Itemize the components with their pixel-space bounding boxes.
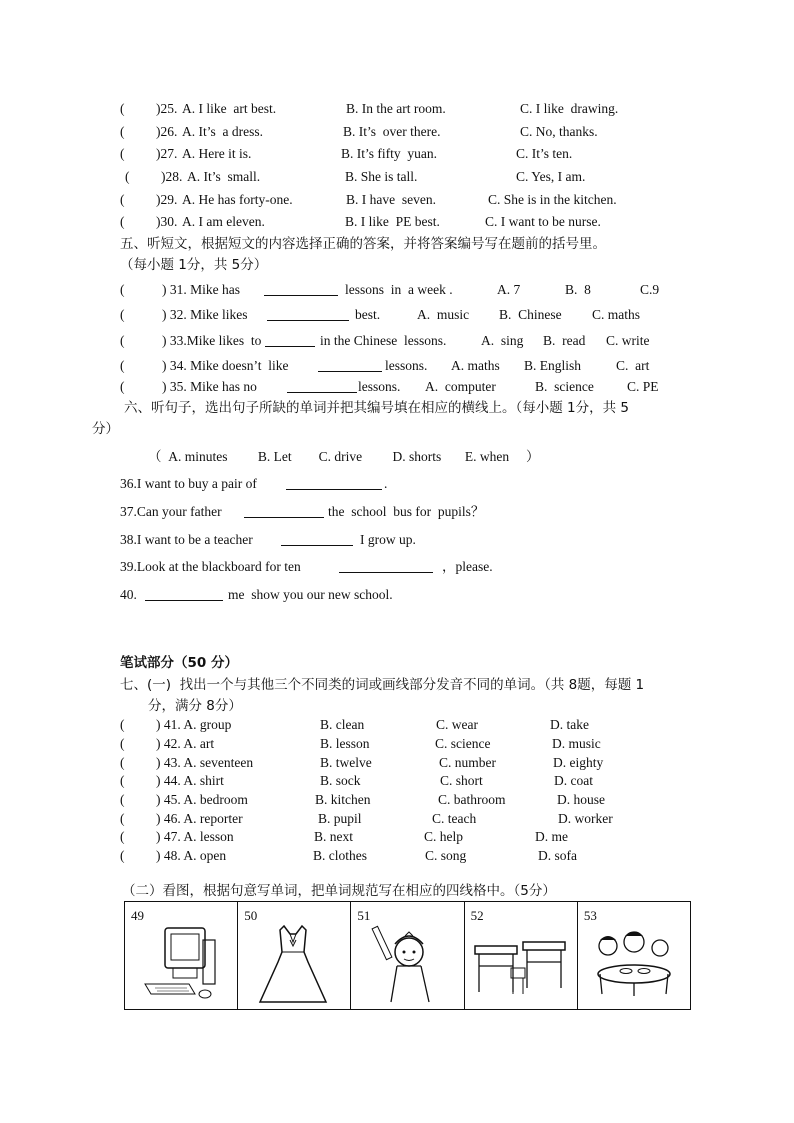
answer-bracket: ( [120,379,125,394]
option-b: B. I like PE best. [345,214,440,229]
option-d: D. take [550,717,589,732]
option-a: A. He has forty-one. [182,192,293,207]
section5-title: 五、听短文，根据短文的内容选择正确的答案，并将答案编号写在题前的括号里。 [120,236,606,252]
question-text: ) 34. Mike doesn’t like [162,358,289,373]
question-bracket: ( [120,124,125,139]
question-bracket: ( [120,101,125,116]
option-a: A. 7 [497,282,521,297]
sentence-end: ，please. [442,559,493,574]
answer-bracket: ( [120,792,125,807]
option-d: D. sofa [538,848,577,863]
section6-title: 六、听句子，选出句子所缺的单词并把其编号填在相应的横线上。（每小题 1分，共 5 [124,400,630,416]
option-b: B. lesson [320,736,370,751]
written-title: 笔试部分（50 分） [120,655,238,671]
option-b: B. next [314,829,353,844]
question-text: ) 33.Mike likes to [162,333,262,348]
option-c: C. PE [627,379,659,394]
option-a: ) 45. A. bedroom [156,792,248,807]
answer-bracket: ( [120,829,125,844]
option-b: B. English [524,358,582,373]
picture-cell-49 [125,902,238,1009]
sentence-start: 38.I want to be a teacher [120,532,253,547]
question-text-after: best. [355,307,381,322]
desks-icon [473,922,568,1007]
option-b: B. It’s over there. [343,124,441,139]
question-number: )25. [156,101,178,116]
picture-cell-53 [578,902,690,1009]
option-c: C. bathroom [438,792,506,807]
section7b-title: （二）看图，根据句意写单词，把单词规范写在相应的四线格中。（5分） [122,883,556,899]
option-c: C. short [440,773,483,788]
option-a: A. It’s a dress. [182,124,263,139]
picture-table [124,901,691,1010]
option-d: D. house [557,792,605,807]
picture-number: 52 [470,908,484,923]
answer-bracket: ( [120,773,125,788]
option-c: C. help [424,829,463,844]
option-d: D. eighty [553,755,604,770]
question-number: )26. [156,124,178,139]
option-d: D. worker [558,811,613,826]
answer-bracket: ( [120,358,125,373]
answer-blank[interactable] [244,504,324,518]
option-a: A. I am eleven. [182,214,265,229]
answer-bracket: ( [120,282,125,297]
option-a: ) 44. A. shirt [156,773,224,788]
option-a: A. music [417,307,470,322]
computer-icon [133,922,228,1007]
answer-bracket: ( [120,811,125,826]
option-c: C. I like drawing. [520,101,619,116]
option-b: B. sock [320,773,361,788]
picture-cell-50 [238,902,351,1009]
option-b: B. twelve [320,755,372,770]
option-b: B. science [535,379,594,394]
option-c: C. maths [592,307,641,322]
option-b: B. clean [320,717,365,732]
dress-icon [246,922,341,1007]
option-b: B. 8 [565,282,591,297]
answer-blank[interactable] [265,333,315,347]
section7-title: 七、(一) 找出一个与其他三个不同类的词或画线部分发音不同的单词。（共 8题，每题 1 [120,677,645,693]
question-text-after: lessons. [358,379,401,394]
option-d: D. coat [554,773,593,788]
option-c: C. song [425,848,467,863]
option-c: C. It’s ten. [516,146,573,161]
sentence-end: me show you our new school. [228,587,393,602]
option-b: B. It’s fifty yuan. [341,146,437,161]
option-c: C.9 [640,282,660,297]
option-a: ) 41. A. group [156,717,232,732]
sentence-end: I grow up. [360,532,416,547]
question-text-after: lessons in a week . [345,282,453,297]
answer-blank[interactable] [145,587,223,601]
option-c: C. teach [432,811,477,826]
option-b: B. She is tall. [345,169,418,184]
option-a: ) 46. A. reporter [156,811,243,826]
option-b: B. clothes [313,848,367,863]
answer-blank[interactable] [286,476,382,490]
sentence-end: the school bus for pupils？ [328,504,485,519]
answer-blank[interactable] [287,379,357,393]
picture-number: 50 [244,908,258,923]
answer-bracket: ( [120,736,125,751]
option-c: C. write [606,333,650,348]
question-text-after: in the Chinese lessons. [320,333,447,348]
option-a: ) 48. A. open [156,848,227,863]
question-text: ) 32. Mike likes [162,307,248,322]
option-a: ) 47. A. lesson [156,829,234,844]
option-d: D. music [552,736,601,751]
sentence-start: 39.Look at the blackboard for ten [120,559,301,574]
option-b: B. read [543,333,586,348]
option-d: D. me [535,829,568,844]
question-number: )29. [156,192,178,207]
picture-cell-52 [465,902,578,1009]
option-b: B. I have seven. [346,192,436,207]
option-c: C. I want to be nurse. [485,214,601,229]
picture-number: 53 [583,908,597,923]
option-b: B. Chinese [499,307,562,322]
section7-title-cont: 分，满分 8分） [148,698,242,714]
option-c: C. No, thanks. [520,124,598,139]
option-c: C. art [616,358,650,373]
question-number: )30. [156,214,178,229]
question-bracket: ( [125,169,130,184]
answer-blank[interactable] [267,307,349,321]
question-bracket: ( [120,146,125,161]
option-a: A. computer [425,379,496,394]
option-a: A. sing [481,333,524,348]
section5-note: （每小题 1分，共 5分） [120,257,268,273]
option-a: A. I like art best. [182,101,277,116]
section6-title-cont: 分） [92,421,119,437]
question-text-after: lessons. [385,358,428,373]
picture-number: 49 [131,908,144,923]
answer-bracket: ( [120,848,125,863]
option-b: B. kitchen [315,792,371,807]
sentence-start: 36.I want to buy a pair of [120,476,257,491]
option-a: ) 42. A. art [156,736,215,751]
answer-blank[interactable] [264,282,338,296]
section6-options: （ A. minutes B. Let C. drive D. shorts E. when ） [148,449,540,464]
option-c: C. Yes, I am. [516,169,586,184]
option-a: A. It’s small. [187,169,261,184]
answer-blank[interactable] [281,532,353,546]
family-dinner-icon [586,922,681,1007]
answer-bracket: ( [120,755,125,770]
question-bracket: ( [120,192,125,207]
question-number: )27. [156,146,178,161]
option-c: C. science [435,736,491,751]
option-b: B. In the art room. [346,101,446,116]
answer-bracket: ( [120,307,125,322]
question-text: ) 31. Mike has [162,282,240,297]
option-a: A. maths [451,358,500,373]
sentence-start: 40. [120,587,137,602]
question-text: ) 35. Mike has no [162,379,257,394]
option-c: C. wear [436,717,478,732]
picture-cell-51 [351,902,464,1009]
option-c: C. She is in the kitchen. [488,192,617,207]
option-b: B. pupil [318,811,362,826]
option-a: A. Here it is. [182,146,252,161]
option-a: ) 43. A. seventeen [156,755,254,770]
sentence-start: 37.Can your father [120,504,222,519]
answer-bracket: ( [120,717,125,732]
sentence-end: . [384,476,388,491]
picture-number: 51 [357,908,371,923]
nurse-icon [359,922,454,1007]
answer-blank[interactable] [339,559,433,573]
answer-blank[interactable] [318,358,382,372]
answer-bracket: ( [120,333,125,348]
question-number: )28. [161,169,183,184]
question-bracket: ( [120,214,125,229]
option-c: C. number [439,755,496,770]
